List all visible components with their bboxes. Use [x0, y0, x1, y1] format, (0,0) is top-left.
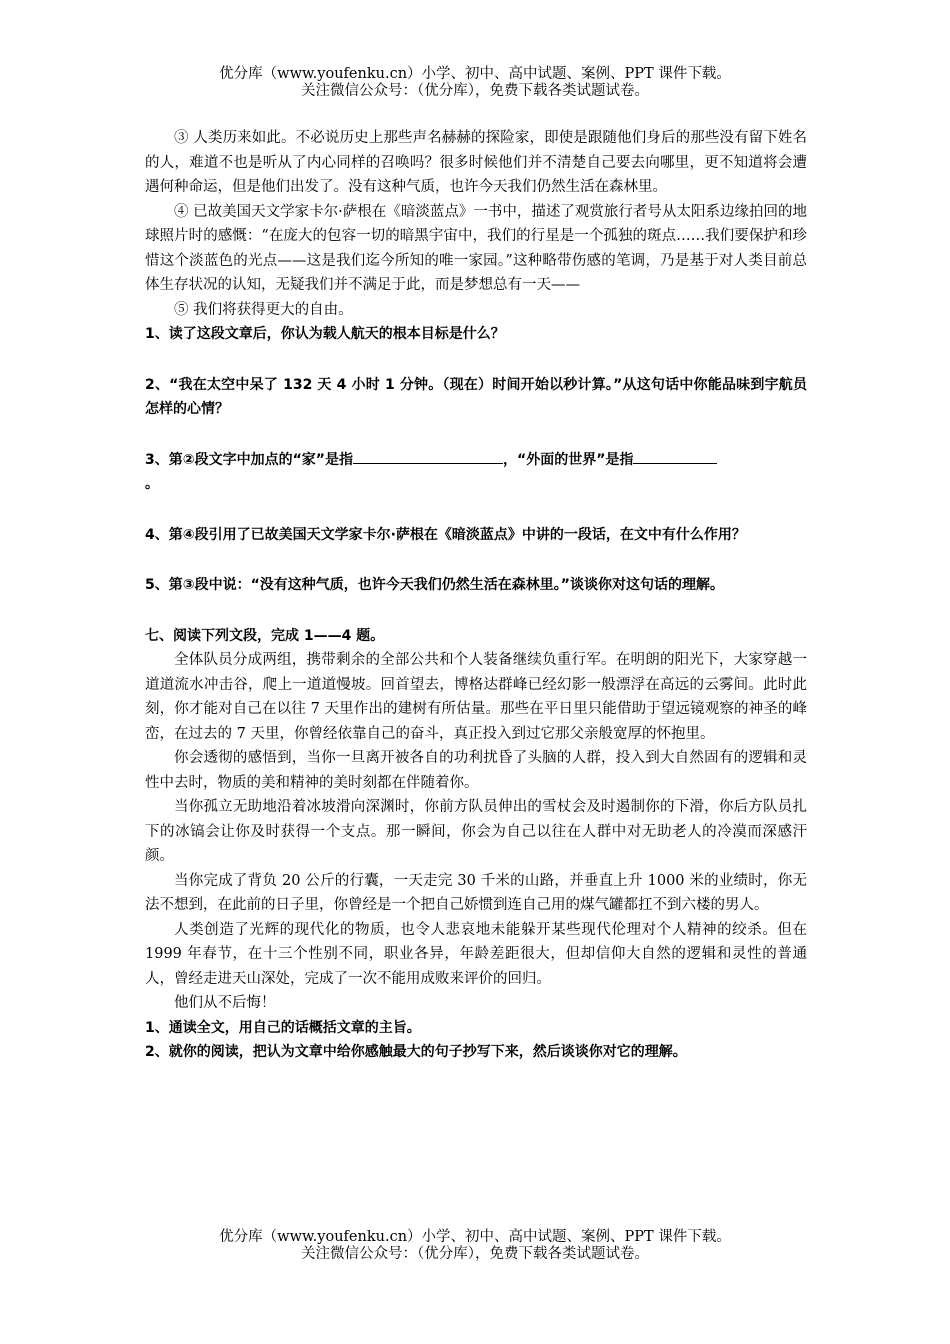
footer-line-1: 优分库（www.youfenku.cn）小学、初中、高中试题、案例、PPT 课件下载。: [219, 1229, 731, 1245]
question-3-end: 。: [145, 476, 159, 492]
question-1: 1、读了这段文章后，你认为载人航天的根本目标是什么？: [145, 326, 505, 342]
question-5: 5、第③段中说：“没有这种气质，也许今天我们仍然生活在森林里。”谈谈你对这句话的理解。: [145, 577, 724, 593]
section-7-paragraph-1: 全体队员分成两组，携带剩余的全部公共和个人装备继续负重行军。在明朗的阳光下，大家穿越一道道流水冲击谷，爬上一道道慢坡。回首望去，博格达群峰已经幻影一般漂浮在高远的云雾间。此时此刻，你才能对自己在以往 7 天里作出的建树有所估量。那些在平日里只能借助于望远镜观察的神圣的峰峦，在过去的 7 天里，你曾经依靠自己的奋斗，真正投入到过它那父亲般宽厚的怀抱里。: [145, 652, 807, 742]
question-2: 2、“我在太空中呆了 132 天 4 小时 1 分钟。（现在）时间开始以秒计算。”从这句话中你能品味到宇航员怎样的心情？: [145, 376, 807, 417]
fill-blank-1[interactable]: [353, 449, 503, 464]
header-line-2: 关注微信公众号：（优分库），免费下载各类试题试卷。: [301, 83, 649, 99]
question-4: 4、第④段引用了已故美国天文学家卡尔·萨根在《暗淡蓝点》中讲的一段话，在文中有什么作用？: [145, 526, 746, 543]
section-7-paragraph-5: 人类创造了光辉的现代化的物质，也令人悲哀地未能躲开某些现代伦理对个人精神的绞杀。但在 1999 年春节，在十三个性别不同，职业各异，年龄差距很大，但却信仰大自然的逻辑和灵性的普通人，曾经走进天山深处，完成了一次不能用成败来评价的回归。: [145, 921, 807, 987]
answer-space: [145, 347, 807, 373]
footer-line-2: 关注微信公众号：（优分库），免费下载各类试题试卷。: [301, 1246, 649, 1262]
section-7-paragraph-6: 他们从不后悔！: [174, 995, 276, 1011]
section-7-paragraph-3: 当你孤立无助地沿着冰坡滑向深渊时，你前方队员伸出的雪杖会及时遏制你的下滑，你后方队员扎下的冰镐会让你及时获得一个支点。那一瞬间，你会为自己以往在人群中对无助老人的冷漠而深感汗颜。: [145, 799, 807, 864]
passage-paragraph-4: ④ 已故美国天文学家卡尔·萨根在《暗淡蓝点》一书中，描述了观赏旅行者号从太阳系边缘拍回的地球照片时的感慨：“在庞大的包容一切的暗黑宇宙中，我们的行星是一个孤独的斑点……我们要保护和珍惜这个淡蓝色的光点——这是我们迄今所知的唯一家园。”这种略带伤感的笔调，乃是基于对人类目前总体生存状况的认知，无疑我们并不满足于此，而是梦想总有一天——: [145, 203, 807, 293]
question-3: [145, 448, 807, 497]
answer-space: [145, 598, 807, 624]
section-7-paragraph-4: 当你完成了背负 20 公斤的行囊，一天走完 30 千米的山路，并垂直上升 1000 米的业绩时，你无法不想到，在此前的日子里，你曾经是一个把自己娇惯到连自己用的煤气罐都扛不到六楼的男人。: [145, 872, 807, 913]
answer-space: [145, 547, 807, 573]
header-line-1: 优分库（www.youfenku.cn）小学、初中、高中试题、案例、PPT 课件下载。: [219, 66, 731, 82]
section-7-paragraph-2: 你会透彻的感悟到，当你一旦离开被各自的功利扰昏了头脑的人群，投入到大自然固有的逻辑和灵性中去时，物质的美和精神的美时刻都在伴随着你。: [145, 750, 807, 791]
section-7-question-1: 1、通读全文，用自己的话概括文章的主旨。: [145, 1019, 421, 1036]
answer-space: [145, 422, 807, 448]
question-3-part-a: 3、第②段文字中加点的“家”是指: [145, 451, 353, 468]
fill-blank-2[interactable]: [633, 449, 717, 464]
answer-space: [145, 497, 807, 523]
document-body: [145, 126, 807, 1065]
section-7-title: 七、阅读下列文段，完成 1——4 题。: [145, 627, 385, 644]
section-7-question-2: 2、就你的阅读，把认为文章中给你感触最大的句子抄写下来，然后谈谈你对它的理解。: [145, 1044, 687, 1060]
page-header: [0, 66, 950, 100]
passage-paragraph-3: ③ 人类历来如此。不必说历史上那些声名赫赫的探险家，即使是跟随他们身后的那些没有留下姓名的人，难道不也是听从了内心同样的召唤吗？很多时候他们并不清楚自己要去向哪里，更不知道将会遭遇何种命运，但是他们出发了。没有这种气质，也许今天我们仍然生活在森林里。: [145, 130, 807, 195]
question-3-part-b: ，“外面的世界”是指: [503, 451, 634, 468]
page-footer: [0, 1229, 950, 1263]
passage-paragraph-5: ⑤ 我们将获得更大的自由。: [174, 301, 353, 318]
